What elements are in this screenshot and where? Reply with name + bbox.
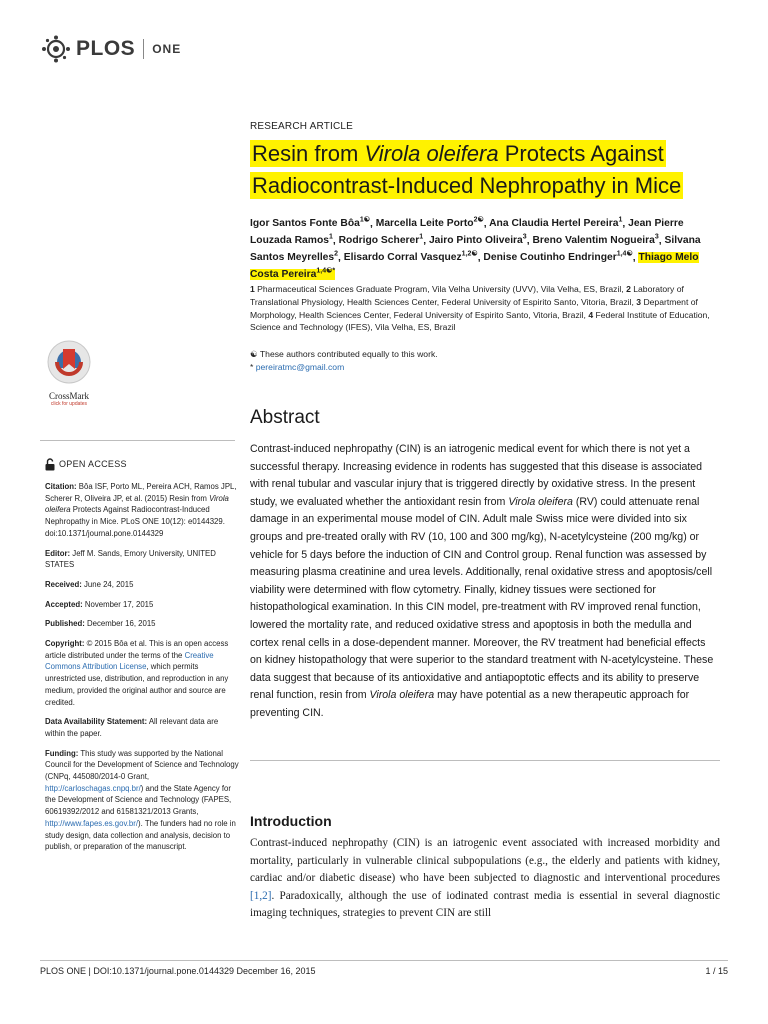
funding bbox=[45, 748, 240, 853]
author-affiliation-sup: 1 bbox=[419, 233, 424, 241]
author-name[interactable] bbox=[339, 235, 424, 246]
author-name[interactable] bbox=[429, 235, 527, 246]
author-name[interactable] bbox=[344, 252, 478, 263]
author-name-text: Ana Claudia Hertel Pereira bbox=[489, 218, 619, 230]
affiliation-number: 3 bbox=[636, 296, 642, 307]
article-sidebar bbox=[45, 458, 240, 861]
intro-text: . Paradoxically, although the use of iodinated contrast media is essential in several diagnostic imaging techniques, strategies to prevent CIN are still bbox=[250, 889, 720, 920]
title-part: Protects Against bbox=[498, 141, 664, 166]
author-affiliation-sup: 1 bbox=[618, 217, 623, 224]
crossmark-icon bbox=[47, 340, 91, 384]
citation-text: Protects Against Radiocontrast-Induced Nephropathy in Mice. PLoS ONE 10(12): e0144329. doi:10.1371/journal.pone.0144329 bbox=[45, 505, 225, 538]
author-name-text: Jean Pierre Louzada Ramos bbox=[250, 218, 684, 247]
footer-citation: PLOS ONE | DOI:10.1371/journal.pone.0144329 December 16, 2015 bbox=[40, 966, 316, 976]
author-name-text: Rodrigo Scherer bbox=[338, 235, 420, 247]
cnpq-link[interactable]: http://carloschagas.cnpq.br/ bbox=[45, 783, 141, 793]
abstract-species: Virola oleifera bbox=[369, 689, 435, 702]
affiliation-number: 1 bbox=[250, 284, 255, 294]
author-affiliation-sup: 1,4☯* bbox=[316, 267, 336, 275]
corresponding-email-link[interactable]: pereiratmc@gmail.com bbox=[255, 361, 345, 372]
affiliation-text: Pharmaceutical Sciences Graduate Program, Vila Velha University (UVV), Vila Velha, ES, Brazil, bbox=[257, 284, 624, 294]
published-value: December 16, 2015 bbox=[87, 619, 156, 629]
copyright-label: Copyright: bbox=[45, 639, 85, 649]
published-label: Published: bbox=[45, 619, 85, 629]
funding-label: Funding: bbox=[45, 748, 79, 758]
sidebar-divider bbox=[40, 440, 235, 441]
citation-text: Bôa ISF, Porto ML, Pereira ACH, Ramos JPL, Scherer R, Oliveira JP, et al. (2015) Resin from bbox=[45, 482, 237, 503]
logo-text: PLOS bbox=[76, 37, 136, 60]
abstract-text: may have potential as a new therapeutic approach for preventing CIN. bbox=[250, 689, 690, 719]
author-name[interactable] bbox=[250, 218, 370, 229]
author-name[interactable] bbox=[532, 235, 658, 246]
author-affiliation-sup: 2☯ bbox=[473, 217, 484, 224]
author-name-text: Igor Santos Fonte Bôa bbox=[250, 218, 360, 230]
author-affiliation-sup: 1☯ bbox=[359, 217, 371, 224]
author-list: Igor Santos Fonte Bôa$^{1☯}$, Marcella Leite Porto$^{2☯}$, Ana Claudia Hertel Pereira$^1$, Jean Pierre Louzada Ramos$^1$, Rodrigo Scherer$^1$, Jairo Pinto Oliveira$^3$, Breno Valentim Nogueira$^3$, Silvana Santos Meyrelles$^2$, Elisardo Corral Vasquez$^{1,2☯}$, Denise Coutinho Endringer$^{1,4☯}$, Thiago Melo Costa Pereira$^{1,4☯*}$ bbox=[250, 217, 701, 281]
accepted-value: November 17, 2015 bbox=[84, 599, 154, 609]
data-availability-text: All relevant data are within the paper. bbox=[45, 717, 219, 738]
editor-value: Jeff M. Sands, Emory University, UNITED STATES bbox=[45, 548, 216, 570]
funding-text: ) and the State Agency for the Development of Science and Technology (FAPES, 60619392/2012 and 61581321/2013 Grants, bbox=[45, 783, 232, 817]
author-name-text: Denise Coutinho Endringer bbox=[483, 252, 617, 264]
article-title-line-1 bbox=[250, 141, 666, 167]
open-access-badge bbox=[45, 458, 240, 471]
published-date bbox=[45, 618, 240, 630]
author-name[interactable] bbox=[489, 218, 622, 229]
title-part: Radiocontrast-Induced Nephropathy in Mice bbox=[252, 173, 682, 198]
accepted-label: Accepted: bbox=[45, 599, 83, 609]
corresponding-author bbox=[250, 361, 720, 374]
introduction-heading: Introduction bbox=[250, 813, 332, 829]
author-notes bbox=[250, 348, 720, 373]
license-link[interactable]: Creative Commons Attribution License bbox=[45, 650, 214, 672]
data-availability-label: Data Availability Statement: bbox=[45, 717, 148, 727]
author-name-text: Elisardo Corral Vasquez bbox=[343, 252, 462, 264]
received-value: June 24, 2015 bbox=[84, 579, 134, 589]
citation bbox=[45, 481, 240, 540]
author-name-text: Thiago Melo Costa Pereira bbox=[250, 252, 699, 281]
author-name-text: Jairo Pinto Oliveira bbox=[428, 235, 523, 247]
abstract-species: Virola oleifera bbox=[508, 495, 573, 508]
reference-link[interactable]: [1,2] bbox=[250, 889, 272, 902]
data-availability bbox=[45, 716, 240, 739]
introduction-body bbox=[250, 835, 720, 923]
affiliations bbox=[250, 283, 720, 334]
fapes-link[interactable]: http://www.fapes.es.gov.br/ bbox=[45, 818, 139, 828]
author-affiliation-sup: 3 bbox=[522, 233, 527, 241]
author-name-text: Marcella Leite Porto bbox=[375, 218, 474, 230]
open-access-label: OPEN ACCESS bbox=[59, 458, 127, 469]
author-affiliation-sup: 3 bbox=[654, 233, 659, 241]
abstract-text: Contrast-induced nephropathy (CIN) is an iatrogenic medical event for which there is not yet a successful therapy. Increasing evidence in rodents has suggested that this disease is associated with renal tubular and vascular injury that is triggered directly by oxidative stress. In the present study, we evaluated whether the antioxidant resin from bbox=[250, 443, 703, 508]
abstract-body bbox=[250, 441, 720, 723]
affiliation-number: 2 bbox=[626, 284, 631, 294]
footer-divider bbox=[40, 960, 728, 961]
author-affiliation-sup: 1,4☯ bbox=[616, 250, 633, 258]
corresponding-star: * bbox=[250, 361, 254, 372]
funding-text: ). The funders had no role in study design, data collection and analysis, decision to publish, or preparation of the manuscript. bbox=[45, 818, 236, 852]
title-part: Resin from bbox=[252, 141, 365, 166]
affiliation-text: Laboratory of Translational Physiology, Health Sciences Center, Federal University of Espirito Santo, Vitoria, Brazil, bbox=[250, 284, 684, 307]
received-date bbox=[45, 579, 240, 591]
affiliation-text: Department of Morphology, Health Sciences Center, Federal University of Espirito Santo, Vitoria, Brazil, bbox=[250, 296, 698, 320]
author-name[interactable] bbox=[376, 218, 484, 229]
copyright-text: © 2015 Bôa et al. This is an open access article distributed under the terms of the bbox=[45, 639, 229, 660]
received-label: Received: bbox=[45, 579, 82, 589]
citation-label: Citation: bbox=[45, 482, 77, 491]
plos-one-logo[interactable] bbox=[38, 34, 181, 64]
citation-species: Virola oleifera bbox=[45, 493, 229, 515]
crossmark-sublabel: click for updates bbox=[50, 401, 88, 407]
open-lock-icon bbox=[45, 458, 55, 471]
title-species: Virola oleifera bbox=[364, 141, 499, 166]
funding-text: This study was supported by the National Council for the Development of Science and Technology (CNPq, 445080/2014-0 Grant, bbox=[45, 748, 239, 782]
affiliation-number: 4 bbox=[588, 309, 594, 320]
abstract-heading: Abstract bbox=[250, 407, 320, 428]
logo-subtext: ONE bbox=[152, 42, 182, 56]
abstract-divider bbox=[250, 760, 720, 761]
author-affiliation-sup: 2 bbox=[334, 250, 339, 258]
affiliation-text: Federal Institute of Education, Science and Technology (IFES), Vila Velha, ES, Brazil bbox=[250, 309, 710, 333]
page-number: 1 / 15 bbox=[705, 966, 728, 976]
article-type: RESEARCH ARTICLE bbox=[250, 121, 354, 132]
logo-divider bbox=[143, 39, 144, 59]
plos-logo-icon bbox=[38, 34, 74, 64]
equal-contribution-note: ☯ These authors contributed equally to this work. bbox=[250, 349, 438, 359]
article-title-line-2 bbox=[250, 173, 683, 199]
crossmark-label: CrossMark bbox=[49, 391, 89, 401]
intro-text: Contrast-induced nephropathy (CIN) is an iatrogenic event associated with increased morbidity and mortality, particularly in vulnerable clinical subpopulations (e.g., the elderly and patients with kidney, cardiac and/or diabetic disease) who have been subjected to diagnostic and interventional procedures bbox=[250, 837, 720, 885]
editor-label: Editor: bbox=[45, 548, 71, 558]
accepted-date bbox=[45, 599, 240, 611]
author-name[interactable] bbox=[483, 252, 632, 263]
copyright-text: , which permits unrestricted use, distribution, and reproduction in any medium, provided the original author and source are credited. bbox=[45, 662, 229, 707]
author-name-text: Silvana Santos Meyrelles bbox=[250, 235, 701, 264]
abstract-text: (RV) could attenuate renal damage in an experimental mouse model of CIN. Adult male Swiss mice were divided into six groups and pre-treated orally with RV (10, 100 and 300 mg/kg), N-acetylcysteine (200 mg/kg) or vehicle for 5 days before the induction of CIN and Control group. Renal function was assessed by measuring plasma creatinine and urea levels. Additionally, renal oxidative stress and apoptosis/cell viability were determined with flow cytometry. Finally, kidney tissues were sectioned for histopathological examination. In this CIN model, pre-treatment with RV improved renal function, lowered the mortality rate, and reduced oxidative stress and apoptosis in both the medulla and cortex renal cells in a dose-dependent manner. Moreover, the RV treatment had beneficial effects on kidney histopathology that were superior to the standard treatment with N-acetylcysteine. These data suggest that because of its antioxidative and antiapoptotic effects and its ability to preserve renal function, resin from bbox=[250, 495, 714, 702]
author-affiliation-sup: 1 bbox=[328, 233, 333, 241]
author-name-text: Breno Valentim Nogueira bbox=[532, 235, 655, 247]
editor bbox=[45, 548, 240, 571]
crossmark-badge[interactable] bbox=[44, 340, 94, 407]
author-affiliation-sup: 1,2☯ bbox=[461, 250, 478, 258]
copyright bbox=[45, 638, 240, 708]
